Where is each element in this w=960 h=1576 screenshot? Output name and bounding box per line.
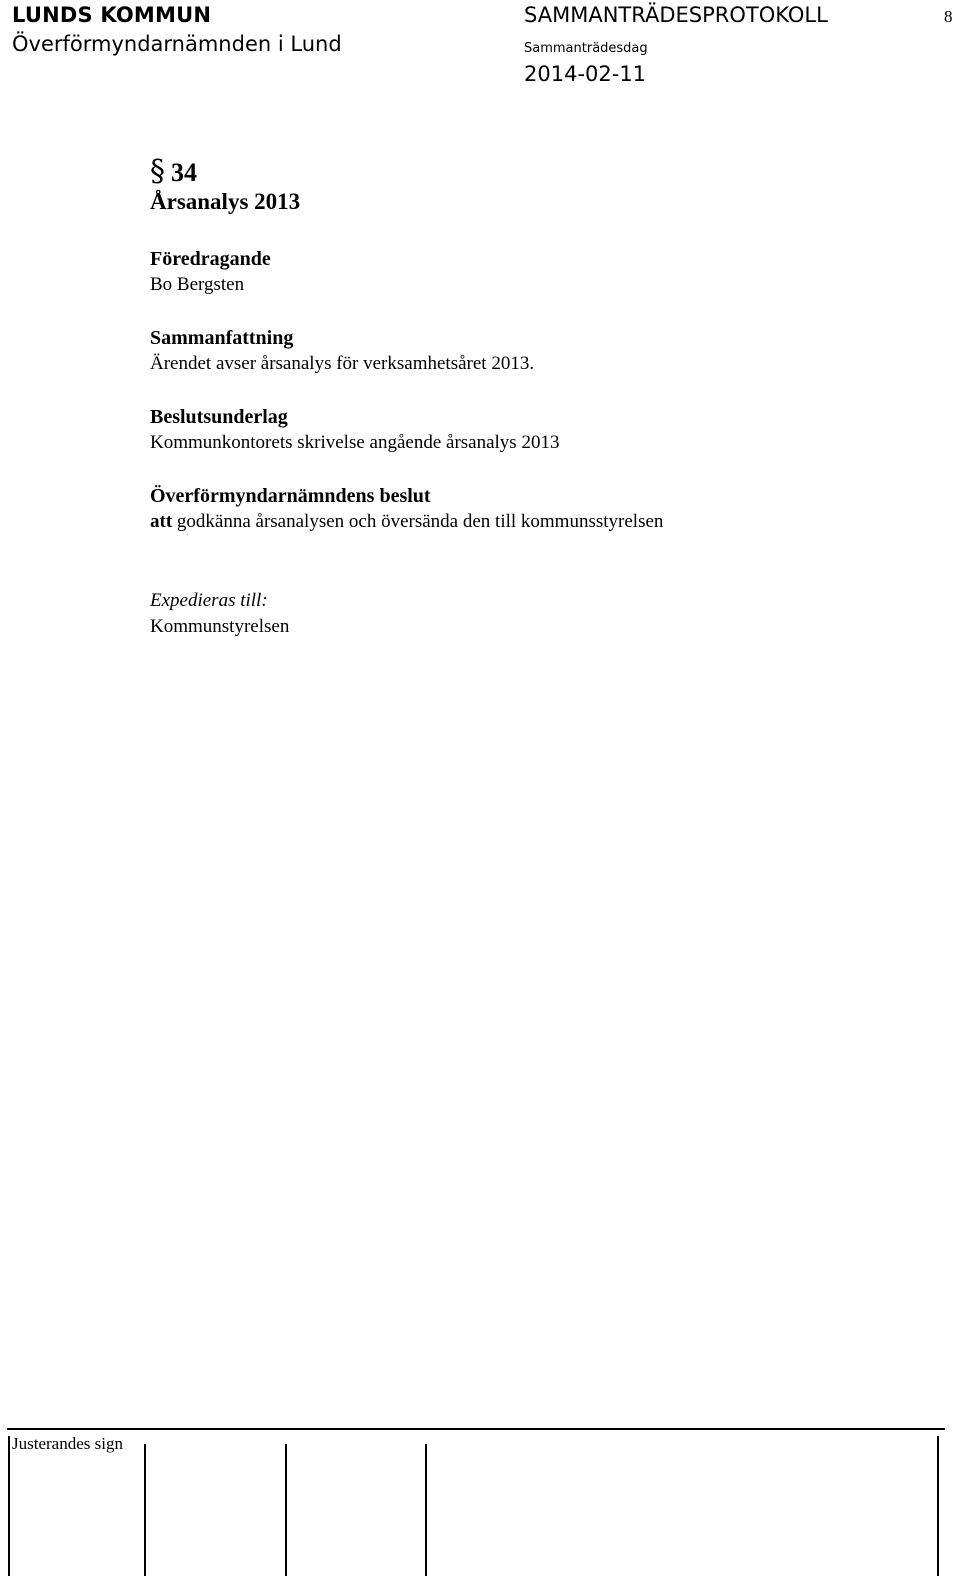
section-heading: Beslutsunderlag	[150, 406, 288, 428]
section-heading: Sammanfattning	[150, 327, 294, 349]
case-title: Årsanalys 2013	[150, 189, 301, 214]
section-presenter	[150, 246, 930, 298]
section-text: Kommunkontorets skrivelse angående årsanalys 2013	[150, 432, 560, 453]
distribution-label: Expedieras till:	[150, 590, 268, 611]
signature-field-border	[144, 1444, 146, 1576]
agenda-item	[150, 155, 930, 640]
signature-field-border	[937, 1436, 939, 1576]
decision-keyword: att	[150, 511, 173, 532]
meeting-date: 2014-02-11	[524, 62, 647, 86]
header-right	[524, 2, 828, 87]
signature-divider	[7, 1428, 945, 1430]
department-name: Överförmyndarnämnden i Lund	[12, 32, 342, 56]
decision-text	[150, 509, 930, 535]
decision-body: godkänna årsanalysen och översända den till kommunsstyrelsen	[176, 511, 664, 532]
section-text: Bo Bergsten	[150, 274, 245, 295]
signature-box	[0, 1428, 960, 1576]
signature-field-border	[285, 1444, 287, 1576]
paragraph-sign-icon: §	[150, 154, 165, 189]
signature-field-border	[425, 1444, 427, 1576]
section-basis	[150, 404, 930, 456]
page-number: 8	[944, 7, 953, 26]
meeting-date-label: Sammanträdesdag	[524, 41, 648, 56]
signature-field-border	[8, 1436, 10, 1576]
section-summary	[150, 325, 930, 377]
signature-label: Justerandes sign	[12, 1434, 123, 1453]
header-left	[12, 2, 342, 60]
section-decision	[150, 483, 930, 535]
section-text: Ärendet avser årsanalys för verksamhetsåret 2013.	[150, 353, 535, 374]
paragraph-heading	[150, 155, 930, 190]
distribution-recipient: Kommunstyrelsen	[150, 616, 290, 637]
document-type: SAMMANTRÄDESPROTOKOLL	[524, 3, 828, 27]
organization-name: LUNDS KOMMUN	[12, 3, 212, 27]
section-heading: Föredragande	[150, 248, 271, 270]
paragraph-number: 34	[171, 158, 197, 187]
section-heading: Överförmyndarnämndens beslut	[150, 485, 431, 507]
distribution	[150, 588, 930, 640]
